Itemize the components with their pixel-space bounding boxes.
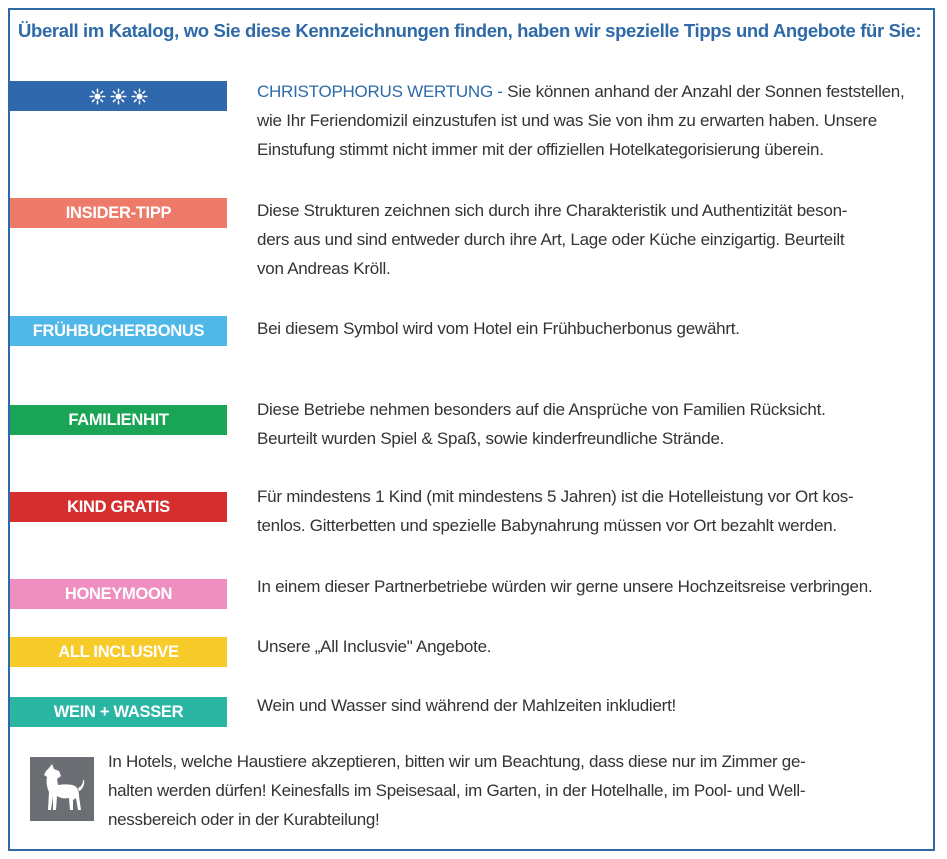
badge-familienhit: FAMILIENHIT bbox=[10, 405, 227, 435]
legend-lead: CHRISTOPHORUS WERTUNG - bbox=[257, 82, 503, 101]
sun-icon bbox=[89, 88, 106, 105]
badge-fruehbucherbonus: FRÜHBUCHERBONUS bbox=[10, 316, 227, 346]
badge-suns bbox=[10, 81, 227, 111]
legend-line: ders aus und sind entweder durch ihre Art, Lage oder Küche einzigartig. Beurteilt bbox=[257, 230, 845, 249]
legend-description bbox=[257, 632, 922, 661]
legend-description bbox=[257, 572, 922, 601]
legend-line: Bei diesem Symbol wird vom Hotel ein Frühbucherbonus gewährt. bbox=[257, 319, 740, 338]
suns-group bbox=[89, 88, 148, 105]
legend-description bbox=[257, 691, 922, 720]
badge-honeymoon: HONEYMOON bbox=[10, 579, 227, 609]
legend-line: tenlos. Gitterbetten und spezielle Babynahrung müssen vor Ort bezahlt werden. bbox=[257, 516, 837, 535]
legend-line: Diese Betriebe nehmen besonders auf die Ansprüche von Familien Rücksicht. bbox=[257, 400, 826, 419]
legend-title: Überall im Katalog, wo Sie diese Kennzeichnungen finden, haben wir spezielle Tipps und Angebote für Sie: bbox=[18, 20, 922, 41]
legend-description bbox=[257, 482, 922, 540]
legend-line: Für mindestens 1 Kind (mit mindestens 5 Jahren) ist die Hotelleistung vor Ort kos- bbox=[257, 487, 854, 506]
badge-insider-tipp: INSIDER-TIPP bbox=[10, 198, 227, 228]
legend-line: Wein und Wasser sind während der Mahlzeiten inkludiert! bbox=[257, 696, 677, 715]
legend-line: Unsere „All Inclusvie" Angebote. bbox=[257, 637, 492, 656]
dog-icon-box bbox=[30, 757, 94, 821]
legend-description bbox=[257, 395, 922, 453]
dog-icon bbox=[37, 762, 87, 816]
legend-description bbox=[257, 77, 922, 164]
pets-note-line: halten werden dürfen! Keinesfalls im Speisesaal, im Garten, in der Hotelhalle, im Pool- und Well- bbox=[108, 781, 806, 800]
sun-icon bbox=[110, 88, 127, 105]
legend-line: wie Ihr Feriendomizil einzustufen ist und was Sie von ihm zu erwarten haben. Unsere bbox=[257, 111, 877, 130]
legend-description bbox=[257, 196, 922, 283]
legend-line: In einem dieser Partnerbetriebe würden wir gerne unsere Hochzeitsreise verbringen. bbox=[257, 577, 873, 596]
pets-note-line: nessbereich oder in der Kurabteilung! bbox=[108, 810, 380, 829]
legend-line: Einstufung stimmt nicht immer mit der offiziellen Hotelkategorisierung überein. bbox=[257, 140, 824, 159]
legend-line: Sie können anhand der Anzahl der Sonnen feststellen, bbox=[507, 82, 905, 101]
legend-line: von Andreas Kröll. bbox=[257, 259, 391, 278]
badge-kind-gratis: KIND GRATIS bbox=[10, 492, 227, 522]
legend-description bbox=[257, 314, 922, 343]
badge-all-inclusive: ALL INCLUSIVE bbox=[10, 637, 227, 667]
pets-note-line: In Hotels, welche Haustiere akzeptieren, bitten wir um Beachtung, dass diese nur im Zimmer ge- bbox=[108, 752, 806, 771]
legend-line: Diese Strukturen zeichnen sich durch ihre Charakteristik und Authentizität beson- bbox=[257, 201, 848, 220]
pets-note bbox=[108, 747, 918, 834]
badge-wein-wasser: WEIN + WASSER bbox=[10, 697, 227, 727]
sun-icon bbox=[131, 88, 148, 105]
legend-line: Beurteilt wurden Spiel & Spaß, sowie kinderfreundliche Strände. bbox=[257, 429, 725, 448]
